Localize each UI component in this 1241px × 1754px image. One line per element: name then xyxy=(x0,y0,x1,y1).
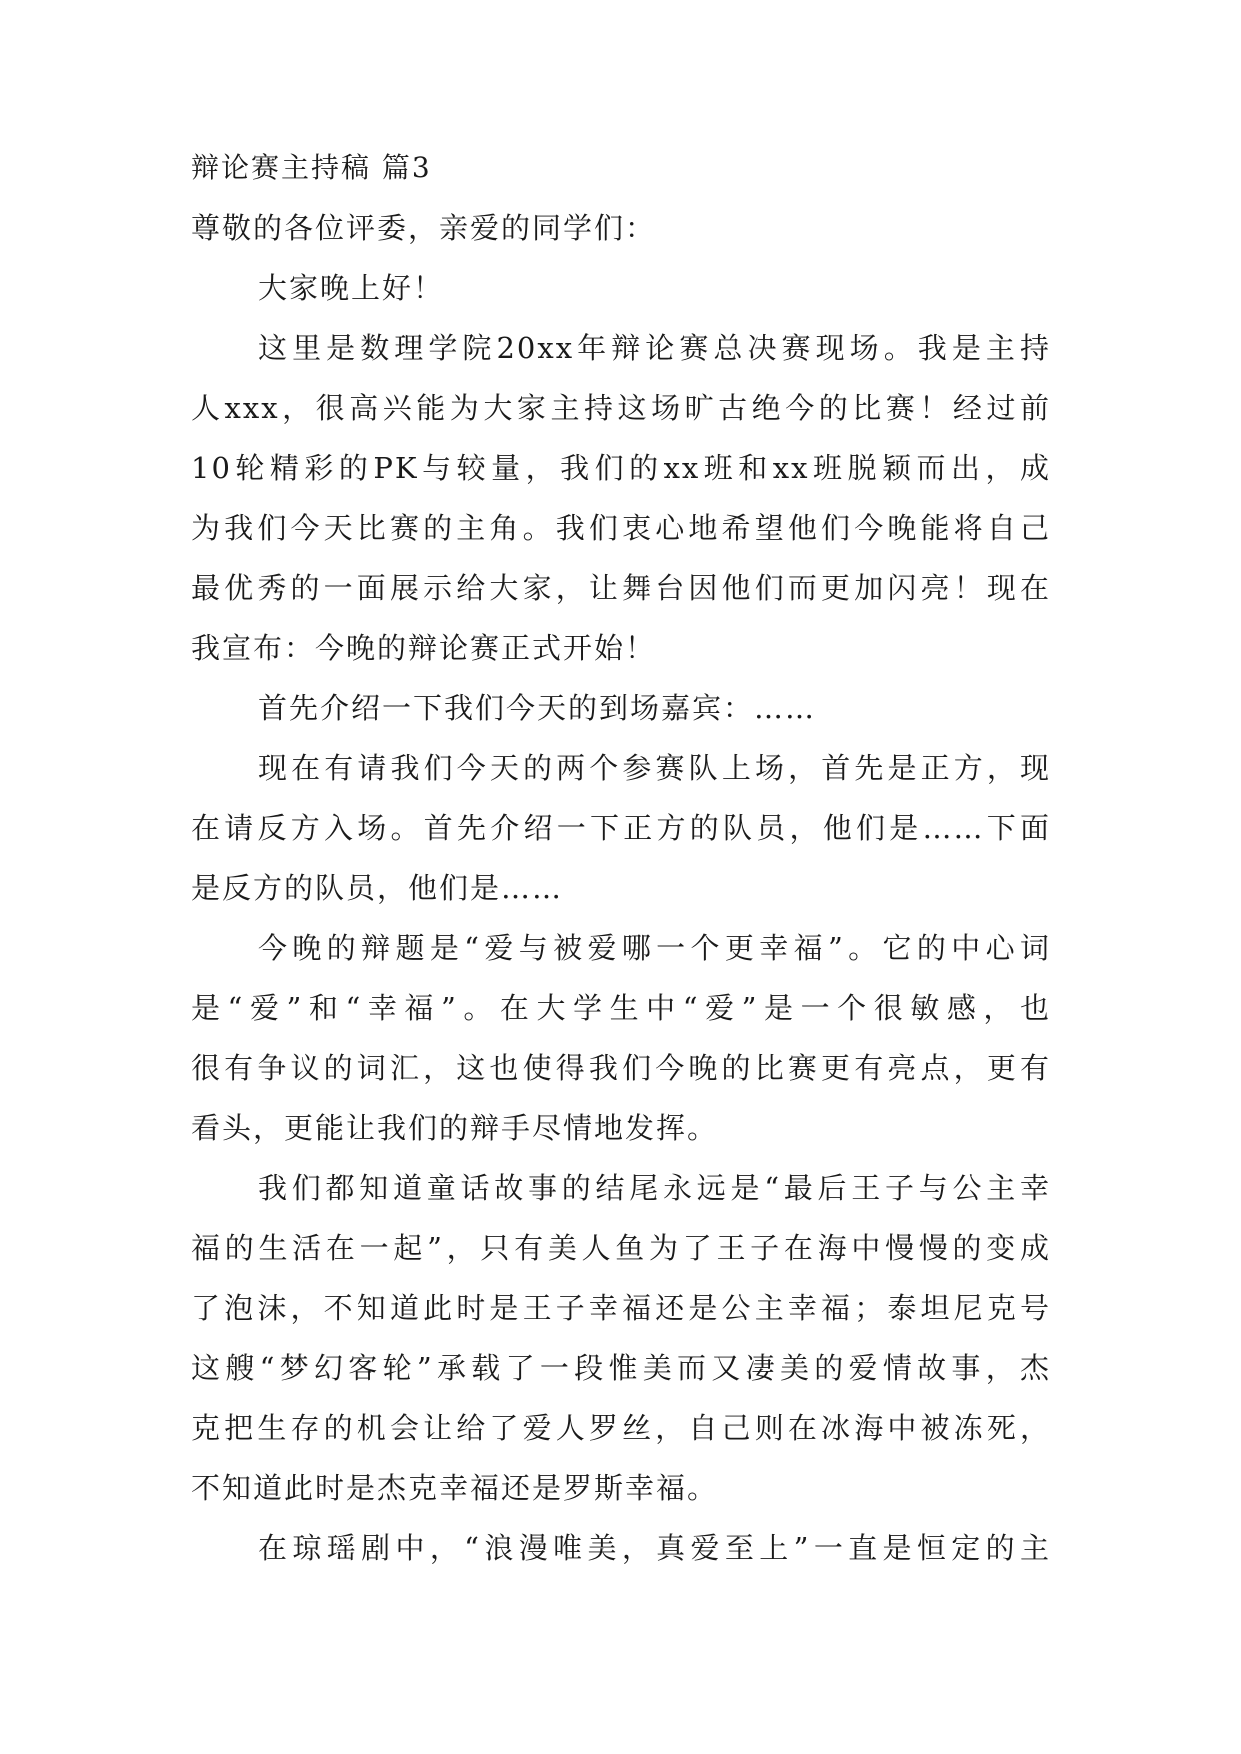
greeting-line: 大家晚上好！ xyxy=(258,271,445,305)
paragraph-line: 为我们今天比赛的主角。我们衷心地希望他们今晚能将自己 xyxy=(191,511,1051,545)
paragraph-line: 人xxx，很高兴能为大家主持这场旷古绝今的比赛！经过前 xyxy=(191,391,1051,425)
paragraph-line: 10轮精彩的PK与较量，我们的xx班和xx班脱颖而出，成 xyxy=(191,451,1051,485)
paragraph-line: 了泡沫，不知道此时是王子幸福还是公主幸福；泰坦尼克号 xyxy=(191,1291,1051,1325)
paragraph-line: 我宣布：今晚的辩论赛正式开始！ xyxy=(191,631,657,665)
paragraph-line: 不知道此时是杰克幸福还是罗斯幸福。 xyxy=(191,1471,719,1505)
paragraph-line: 看头，更能让我们的辩手尽情地发挥。 xyxy=(191,1111,719,1145)
paragraph-line: 在请反方入场。首先介绍一下正方的队员，他们是……下面 xyxy=(191,811,1051,845)
paragraph-line: 克把生存的机会让给了爱人罗丝，自己则在冰海中被冻死， xyxy=(191,1411,1051,1445)
paragraph-line: 我们都知道童话故事的结尾永远是“最后王子与公主幸 xyxy=(258,1171,1051,1205)
paragraph-line: 是反方的队员，他们是…… xyxy=(191,871,564,905)
salutation-line: 尊敬的各位评委，亲爱的同学们： xyxy=(191,211,657,245)
paragraph-line: 今晚的辩题是“爱与被爱哪一个更幸福”。它的中心词 xyxy=(258,931,1051,965)
paragraph-line: 很有争议的词汇，这也使得我们今晚的比赛更有亮点，更有 xyxy=(191,1051,1051,1085)
paragraph-line: 在琼瑶剧中，“浪漫唯美，真爱至上”一直是恒定的主 xyxy=(258,1531,1051,1565)
paragraph-line: 是“爱”和“幸福”。在大学生中“爱”是一个很敏感，也 xyxy=(191,991,1051,1025)
paragraph-line: 这里是数理学院20xx年辩论赛总决赛现场。我是主持 xyxy=(258,331,1051,365)
paragraph-line: 最优秀的一面展示给大家，让舞台因他们而更加闪亮！现在 xyxy=(191,571,1051,605)
document-title: 辩论赛主持稿 篇3 xyxy=(191,151,432,184)
paragraph-line: 福的生活在一起”，只有美人鱼为了王子在海中慢慢的变成 xyxy=(191,1231,1051,1265)
paragraph-line: 现在有请我们今天的两个参赛队上场，首先是正方，现 xyxy=(258,751,1051,785)
paragraph-line: 首先介绍一下我们今天的到场嘉宾：…… xyxy=(258,691,817,725)
paragraph-line: 这艘“梦幻客轮”承载了一段惟美而又凄美的爱情故事，杰 xyxy=(191,1351,1051,1385)
